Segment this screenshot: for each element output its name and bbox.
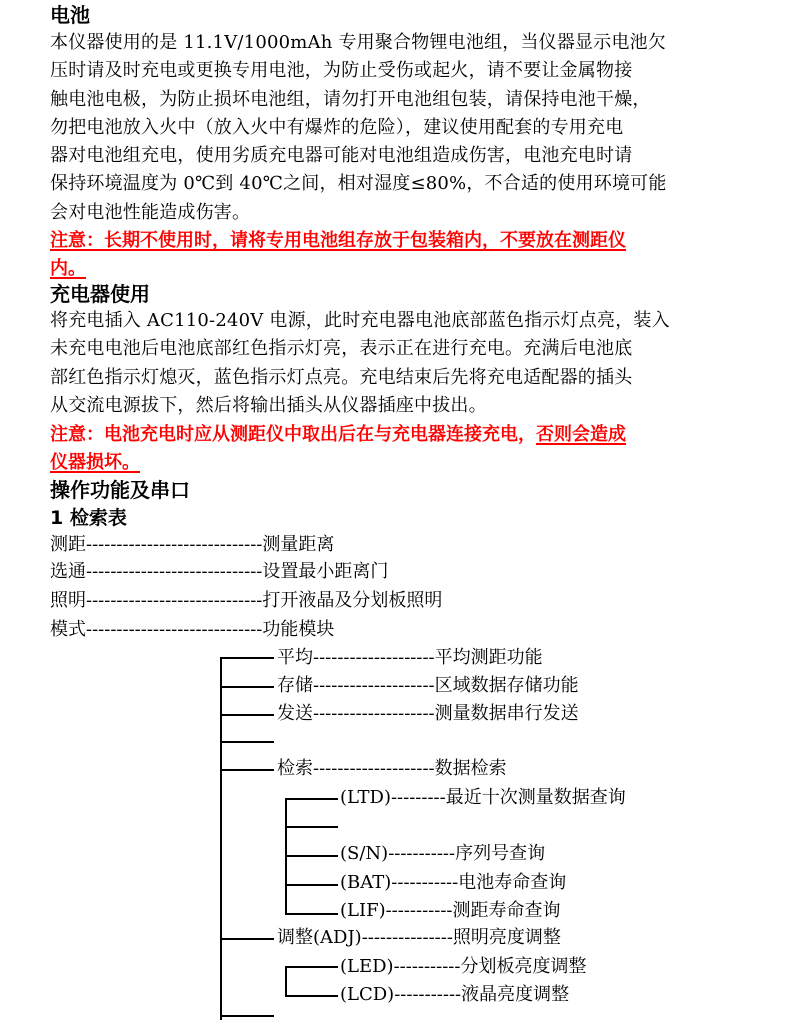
battery-warning-line: 内。 xyxy=(50,258,86,280)
battery-warning-line: 注意：长期不使用时，请将专用电池组存放于包装箱内，不要放在测距仪 xyxy=(50,230,626,251)
tree-branch xyxy=(285,798,338,800)
charger-line: 从交流电源拔下，然后将输出插头从仪器插座中拔出。 xyxy=(50,394,487,416)
charger-warning-note xyxy=(50,421,750,478)
index-item-ranging: 测距-----------------------------测量距离 xyxy=(50,534,335,555)
battery-line: 本仪器使用的是 11.1V/1000mAh 专用聚合物锂电池组，当仪器显示电池欠 xyxy=(50,32,667,53)
search-item-ltd: (LTD)---------最近十次测量数据查询 xyxy=(340,787,626,808)
tree-branch xyxy=(285,826,338,828)
tree-branch xyxy=(220,741,274,743)
battery-line: 勿把电池放入火中（放入火中有爆炸的危险），建议使用配套的专用充电 xyxy=(50,116,624,138)
mode-item-storage: 存储--------------------区域数据存储功能 xyxy=(277,675,579,696)
index-item-illumination: 照明-----------------------------打开液晶及分划板照明 xyxy=(50,590,443,611)
charger-heading: 充电器使用 xyxy=(50,282,150,306)
tree-trunk-adjust xyxy=(285,966,287,997)
battery-line: 触电池电极，为防止损坏电池组，请勿打开电池组包装，请保持电池干燥， xyxy=(50,88,651,110)
tree-branch xyxy=(220,938,274,940)
mode-item-average: 平均--------------------平均测距功能 xyxy=(277,647,543,668)
tree-branch xyxy=(220,686,274,688)
tree-branch xyxy=(220,714,274,716)
battery-heading: 电池 xyxy=(50,3,90,27)
battery-paragraph xyxy=(50,29,750,227)
tree-branch xyxy=(285,884,338,886)
tree-branch xyxy=(285,855,338,857)
tree-branch xyxy=(285,966,338,968)
charger-warning-text: 注意：电池充电时应从测距仪中取出后在与充电器连接充电， xyxy=(50,424,536,445)
adjust-item-lcd: (LCD)-----------液晶亮度调整 xyxy=(340,984,570,1005)
charger-paragraph xyxy=(50,307,750,420)
mode-item-search: 检索--------------------数据检索 xyxy=(277,758,507,779)
search-item-lifetime: (LIF)-----------测距寿命查询 xyxy=(340,900,561,921)
charger-line: 部红色指示灯熄灭，蓝色指示灯点亮。充电结束后先将充电适配器的插头 xyxy=(50,366,633,388)
index-item-gating: 选通-----------------------------设置最小距离门 xyxy=(50,561,389,582)
charger-warning-underlined: 否则会造成 xyxy=(536,424,626,445)
battery-line: 器对电池组充电，使用劣质充电器可能对电池组造成伤害，电池充电时请 xyxy=(50,145,633,167)
mode-item-send: 发送--------------------测量数据串行发送 xyxy=(277,703,579,724)
charger-line: 将充电插入 AC110-240V 电源，此时充电器电池底部蓝色指示灯点亮，装入 xyxy=(50,310,670,331)
tree-branch xyxy=(220,657,274,659)
tree-branch xyxy=(285,995,338,997)
charger-warning-line: 仪器损坏。 xyxy=(50,452,140,474)
tree-branch xyxy=(220,1015,274,1017)
search-item-battery: (BAT)-----------电池寿命查询 xyxy=(340,872,567,893)
battery-line: 压时请及时充电或更换专用电池，为防止受伤或起火，请不要让金属物接 xyxy=(50,60,633,82)
tree-trunk-mode xyxy=(220,658,222,1020)
charger-line: 未充电电池后电池底部红色指示灯亮，表示正在进行充电。充满后电池底 xyxy=(50,338,633,360)
battery-line: 会对电池性能造成伤害。 xyxy=(50,201,251,223)
index-item-mode: 模式-----------------------------功能模块 xyxy=(50,619,335,640)
tree-branch xyxy=(285,913,338,915)
mode-item-adjust: 调整(ADJ)---------------照明亮度调整 xyxy=(277,927,561,948)
adjust-item-led: (LED)-----------分划板亮度调整 xyxy=(340,956,587,977)
tree-branch xyxy=(220,769,274,771)
operation-heading: 操作功能及串口 xyxy=(50,478,190,502)
index-table-subheading: 1 检索表 xyxy=(50,507,127,529)
search-item-serial: (S/N)-----------序列号查询 xyxy=(340,843,546,864)
battery-line: 保持环境温度为 0℃到 40℃之间，相对湿度≤80%，不合适的使用环境可能 xyxy=(50,173,667,195)
battery-warning-note xyxy=(50,227,750,284)
